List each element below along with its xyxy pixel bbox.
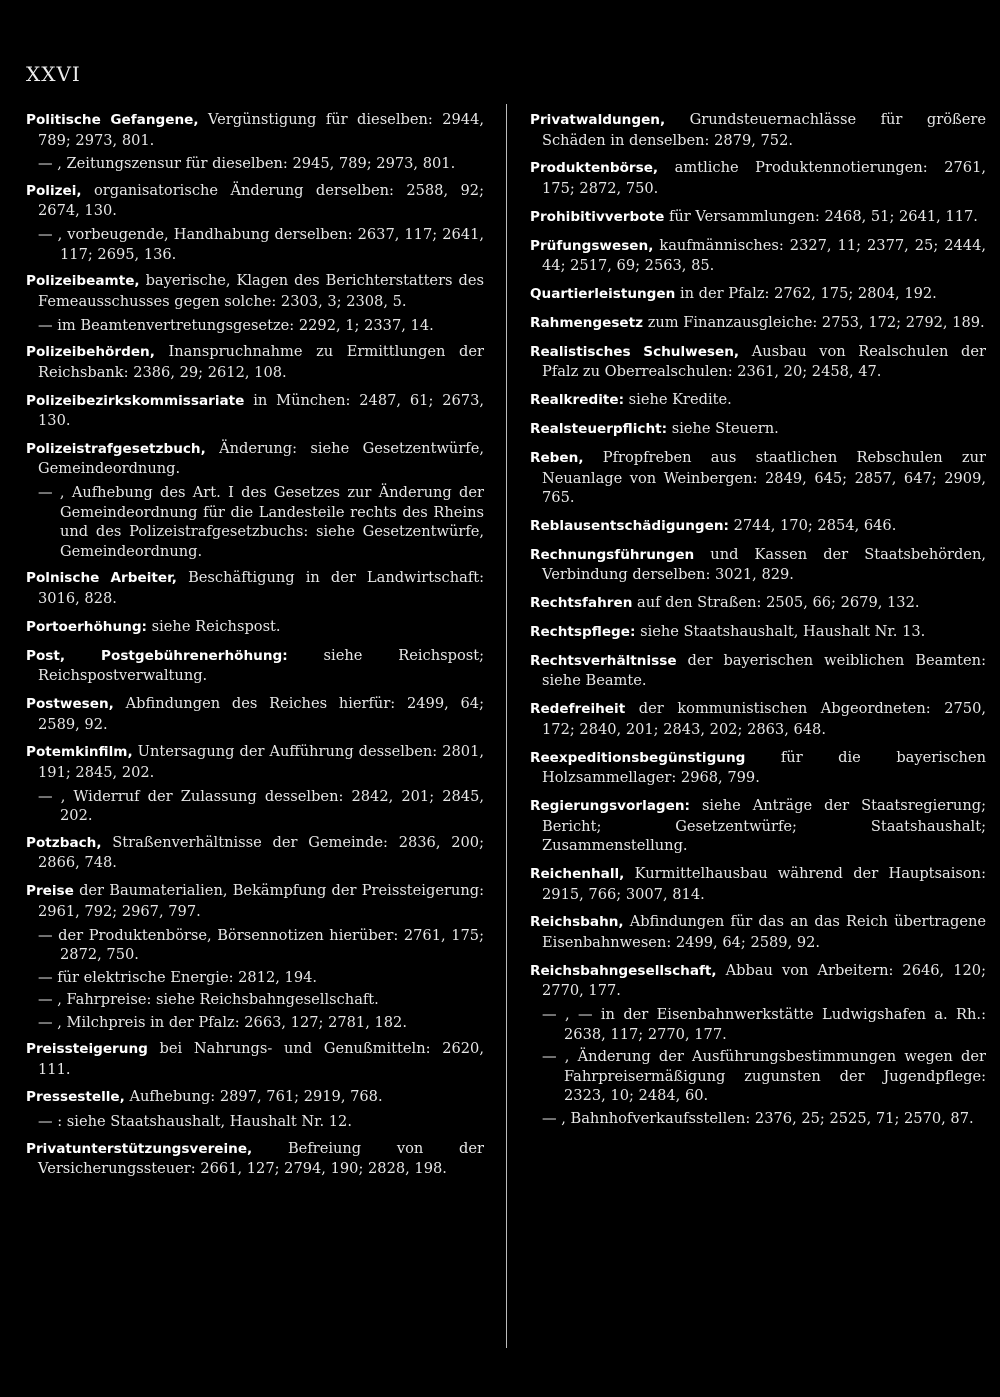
index-headword: Reichenhall, [530, 866, 625, 883]
index-headword: Portoerhöhung: [26, 618, 147, 635]
index-entry [530, 912, 986, 952]
index-subentry [26, 787, 484, 826]
index-entry [530, 158, 986, 198]
index-entry [26, 833, 484, 873]
index-entry [530, 961, 986, 1001]
index-references: Abfindungen des Reiches hierfür: 2499, 64; 2589, 92. [38, 695, 484, 733]
index-references: — , Widerruf der Zulassung desselben: 2842, 201; 2845, 202. [38, 787, 484, 825]
index-headword: Prohibitivverbote [530, 208, 665, 225]
index-headword: Polizeibezirkskommissariate [26, 392, 245, 409]
index-entry [26, 694, 484, 734]
index-headword: Reichsbahn, [530, 914, 624, 931]
index-headword: Regierungsvorlagen: [530, 798, 690, 815]
index-entry [530, 110, 986, 150]
index-references: zum Finanzausgleiche: 2753, 172; 2792, 189. [643, 313, 985, 331]
index-references: — , — in der Eisenbahnwerkstätte Ludwigshafen a. Rh.: 2638, 117; 2770, 177. [542, 1006, 986, 1043]
index-references: — , Aufhebung des Art. I des Gesetzes zur Änderung der Gemeindeordnung für die Landesteile rechts des Rheins und des Polizeistrafgesetzbuchs: siehe Gesetzentwürfe, Gemeindeordnung. [38, 484, 484, 560]
index-entry [530, 545, 986, 585]
index-references: siehe Reichspost; Reichspostverwaltung. [38, 646, 484, 685]
index-headword: Produktenbörse, [530, 160, 659, 177]
index-references: — , vorbeugende, Handhabung derselben: 2637, 117; 2641, 117; 2695, 136. [38, 226, 484, 263]
index-references: der bayerischen weiblichen Beamten: siehe Beamte. [542, 651, 986, 690]
index-headword: Postwesen, [26, 696, 114, 713]
index-references: der Baumaterialien, Bekämpfung der Preissteigerung: 2961, 792; 2967, 797. [38, 882, 484, 920]
index-headword: Rechnungsführungen [530, 546, 695, 563]
index-headword: Rahmengesetz [530, 314, 644, 331]
index-references: Kurmittelhausbau während der Hauptsaison: 2915, 766; 3007, 814. [542, 865, 986, 903]
index-entry [530, 419, 986, 440]
index-headword: Polizeibehörden, [26, 344, 155, 361]
index-headword: Polnische Arbeiter, [26, 570, 177, 587]
index-entry [26, 742, 484, 782]
index-headword: Reexpeditionsbegünstigung [530, 749, 746, 766]
index-subentry [530, 1109, 986, 1129]
index-references: — für elektrische Energie: 2812, 194. [38, 968, 318, 986]
index-references: Ausbau von Realschulen der Pfalz zu Oberrealschulen: 2361, 20; 2458, 47. [542, 342, 987, 381]
index-references: siehe Staatshaushalt, Haushalt Nr. 13. [635, 623, 926, 641]
index-references: Beschäftigung in der Landwirtschaft: 3016, 828. [38, 569, 484, 607]
index-entry [26, 646, 484, 686]
index-subentry [26, 1013, 484, 1033]
index-references: bayerische, Klagen des Berichterstatters des Femeausschusses gegen solche: 2303, 3; 2308, 5. [38, 272, 484, 310]
index-entry [530, 516, 986, 537]
index-entry [530, 448, 986, 508]
index-headword: Reblausentschädigungen: [530, 517, 729, 534]
index-references: für Versammlungen: 2468, 51; 2641, 117. [664, 207, 978, 225]
index-headword: Potemkinfilm, [26, 744, 133, 761]
index-entry [26, 439, 484, 479]
column-divider [506, 104, 507, 1348]
index-headword: Potzbach, [26, 834, 102, 851]
index-entry [530, 748, 986, 788]
index-references: — der Produktenbörse, Börsennotizen hierüber: 2761, 175; 2872, 750. [38, 926, 484, 964]
index-entry [530, 313, 986, 334]
index-subentry [26, 154, 484, 174]
index-subentry [26, 990, 484, 1010]
index-headword: Rechtspflege: [530, 624, 636, 641]
index-references: — im Beamtenvertretungsgesetze: 2292, 1; 2337, 14. [38, 316, 434, 334]
index-references: Abfindungen für das an das Reich übertragene Eisenbahnwesen: 2499, 64; 2589, 92. [542, 913, 986, 951]
index-references: amtliche Produktennotierungen: 2761, 175; 2872, 750. [542, 159, 986, 197]
index-references: siehe Anträge der Staatsregierung; Bericht; Gesetzentwürfe; Staatshaushalt; Zusammenstellung. [542, 797, 986, 855]
index-references: — , Fahrpreise: siehe Reichsbahngesellschaft. [38, 991, 379, 1009]
index-headword: Polizeibeamte, [26, 273, 140, 290]
index-entry [530, 236, 986, 276]
index-entry [26, 391, 484, 431]
index-subentry [530, 1005, 986, 1044]
index-references: Straßenverhältnisse der Gemeinde: 2836, 200; 2866, 748. [38, 833, 484, 872]
index-entry [530, 342, 986, 382]
index-references: der kommunistischen Abgeordneten: 2750, 172; 2840, 201; 2843, 202; 2863, 648. [542, 700, 986, 738]
index-references: siehe Steuern. [667, 420, 779, 438]
index-headword: Preise [26, 883, 74, 900]
index-entry [26, 1087, 484, 1108]
index-references: 2744, 170; 2854, 646. [728, 516, 897, 534]
index-references: Vergünstigung für dieselben: 2944, 789; 2973, 801. [38, 111, 484, 149]
index-references: siehe Kredite. [624, 391, 732, 409]
index-headword: Realkredite: [530, 392, 625, 409]
index-headword: Prüfungswesen, [530, 237, 654, 254]
index-references: — : siehe Staatshaushalt, Haushalt Nr. 12. [38, 1113, 352, 1131]
index-references: Befreiung von der Versicherungssteuer: 2661, 127; 2794, 190; 2828, 198. [38, 1139, 484, 1178]
index-headword: Privatwaldungen, [530, 112, 666, 128]
index-headword: Quartierleistungen [530, 286, 676, 303]
index-references: — , Bahnhofverkaufsstellen: 2376, 25; 2525, 71; 2570, 87. [542, 1109, 974, 1127]
index-headword: Pressestelle, [26, 1089, 125, 1106]
index-entry [530, 796, 986, 856]
index-references: — , Milchpreis in der Pfalz: 2663, 127; 2781, 182. [38, 1013, 407, 1031]
index-subentry [26, 316, 484, 336]
index-entry [26, 617, 484, 638]
index-subentry [26, 225, 484, 264]
index-headword: Redefreiheit [530, 701, 626, 718]
index-headword: Polizei, [26, 182, 82, 199]
index-entry [530, 284, 986, 305]
index-subentry [26, 1112, 484, 1132]
index-headword: Privatunterstützungsvereine, [26, 1140, 253, 1157]
index-entry [26, 110, 484, 150]
index-entry [530, 622, 986, 643]
index-references: — , Zeitungszensur für dieselben: 2945, 789; 2973, 801. [38, 155, 456, 173]
index-references: bei Nahrungs- und Genußmitteln: 2620, 111. [38, 1040, 484, 1078]
index-entry [530, 207, 986, 228]
index-subentry [26, 926, 484, 965]
index-subentry [26, 483, 484, 561]
index-references: Pfropfreben aus staatlichen Rebschulen zur Neuanlage von Weinbergen: 2849, 645; 2857, 647; 2909, 765. [542, 449, 986, 507]
index-entry [26, 342, 484, 382]
index-entry [530, 699, 986, 739]
index-entry [530, 651, 986, 691]
index-entry [530, 593, 986, 614]
index-headword: Realistisches Schulwesen, [530, 343, 740, 360]
index-references: Änderung: siehe Gesetzentwürfe, Gemeindeordnung. [38, 439, 484, 478]
index-entry [530, 864, 986, 904]
index-entry [530, 390, 986, 411]
index-references: Untersagung der Aufführung desselben: 2801, 191; 2845, 202. [38, 743, 484, 781]
index-entry [26, 1139, 484, 1179]
index-references: für die bayerischen Holzsammellager: 2968, 799. [542, 748, 986, 787]
index-references: — , Änderung der Ausführungsbestimmungen wegen der Fahrpreisermäßigung zugunsten der Jugendpflege: 2323, 10; 2484, 60. [542, 1048, 986, 1105]
index-headword: Post, Postgebührenerhöhung: [26, 647, 288, 664]
index-subentry [530, 1047, 986, 1106]
index-entry [26, 271, 484, 311]
index-references: organisatorische Änderung derselben: 2588, 92; 2674, 130. [38, 181, 484, 220]
index-headword: Realsteuerpflicht: [530, 421, 668, 438]
index-subentry [26, 968, 484, 988]
index-entry [26, 568, 484, 608]
index-references: Abbau von Arbeitern: 2646, 120; 2770, 177. [542, 961, 986, 1000]
index-references: in der Pfalz: 2762, 175; 2804, 192. [675, 285, 937, 303]
index-headword: Preissteigerung [26, 1041, 148, 1058]
index-references: in München: 2487, 61; 2673, 130. [38, 391, 484, 430]
index-headword: Rechtsverhältnisse [530, 652, 677, 669]
index-references: Inanspruchnahme zu Ermittlungen der Reichsbank: 2386, 29; 2612, 108. [38, 343, 484, 381]
index-headword: Politische Gefangene, [26, 112, 199, 128]
index-entry [26, 881, 484, 921]
index-headword: Reben, [530, 450, 584, 467]
index-references: Aufhebung: 2897, 761; 2919, 768. [124, 1088, 383, 1106]
index-references: auf den Straßen: 2505, 66; 2679, 132. [632, 594, 920, 612]
index-column-right [530, 110, 986, 1135]
index-headword: Polizeistrafgesetzbuch, [26, 440, 206, 457]
index-references: kaufmännisches: 2327, 11; 2377, 25; 2444, 44; 2517, 69; 2563, 85. [542, 236, 986, 275]
index-references: Grundsteuernachlässe für größere Schäden in denselben: 2879, 752. [542, 111, 986, 149]
index-headword: Rechtsfahren [530, 595, 633, 612]
index-entry [26, 181, 484, 221]
index-references: siehe Reichspost. [146, 617, 281, 635]
index-references: und Kassen der Staatsbehörden, Verbindung derselben: 3021, 829. [542, 545, 986, 584]
index-headword: Reichsbahngesellschaft, [530, 962, 717, 979]
index-column-left [26, 110, 484, 1187]
page-number: XXVI [26, 62, 81, 86]
index-entry [26, 1039, 484, 1079]
